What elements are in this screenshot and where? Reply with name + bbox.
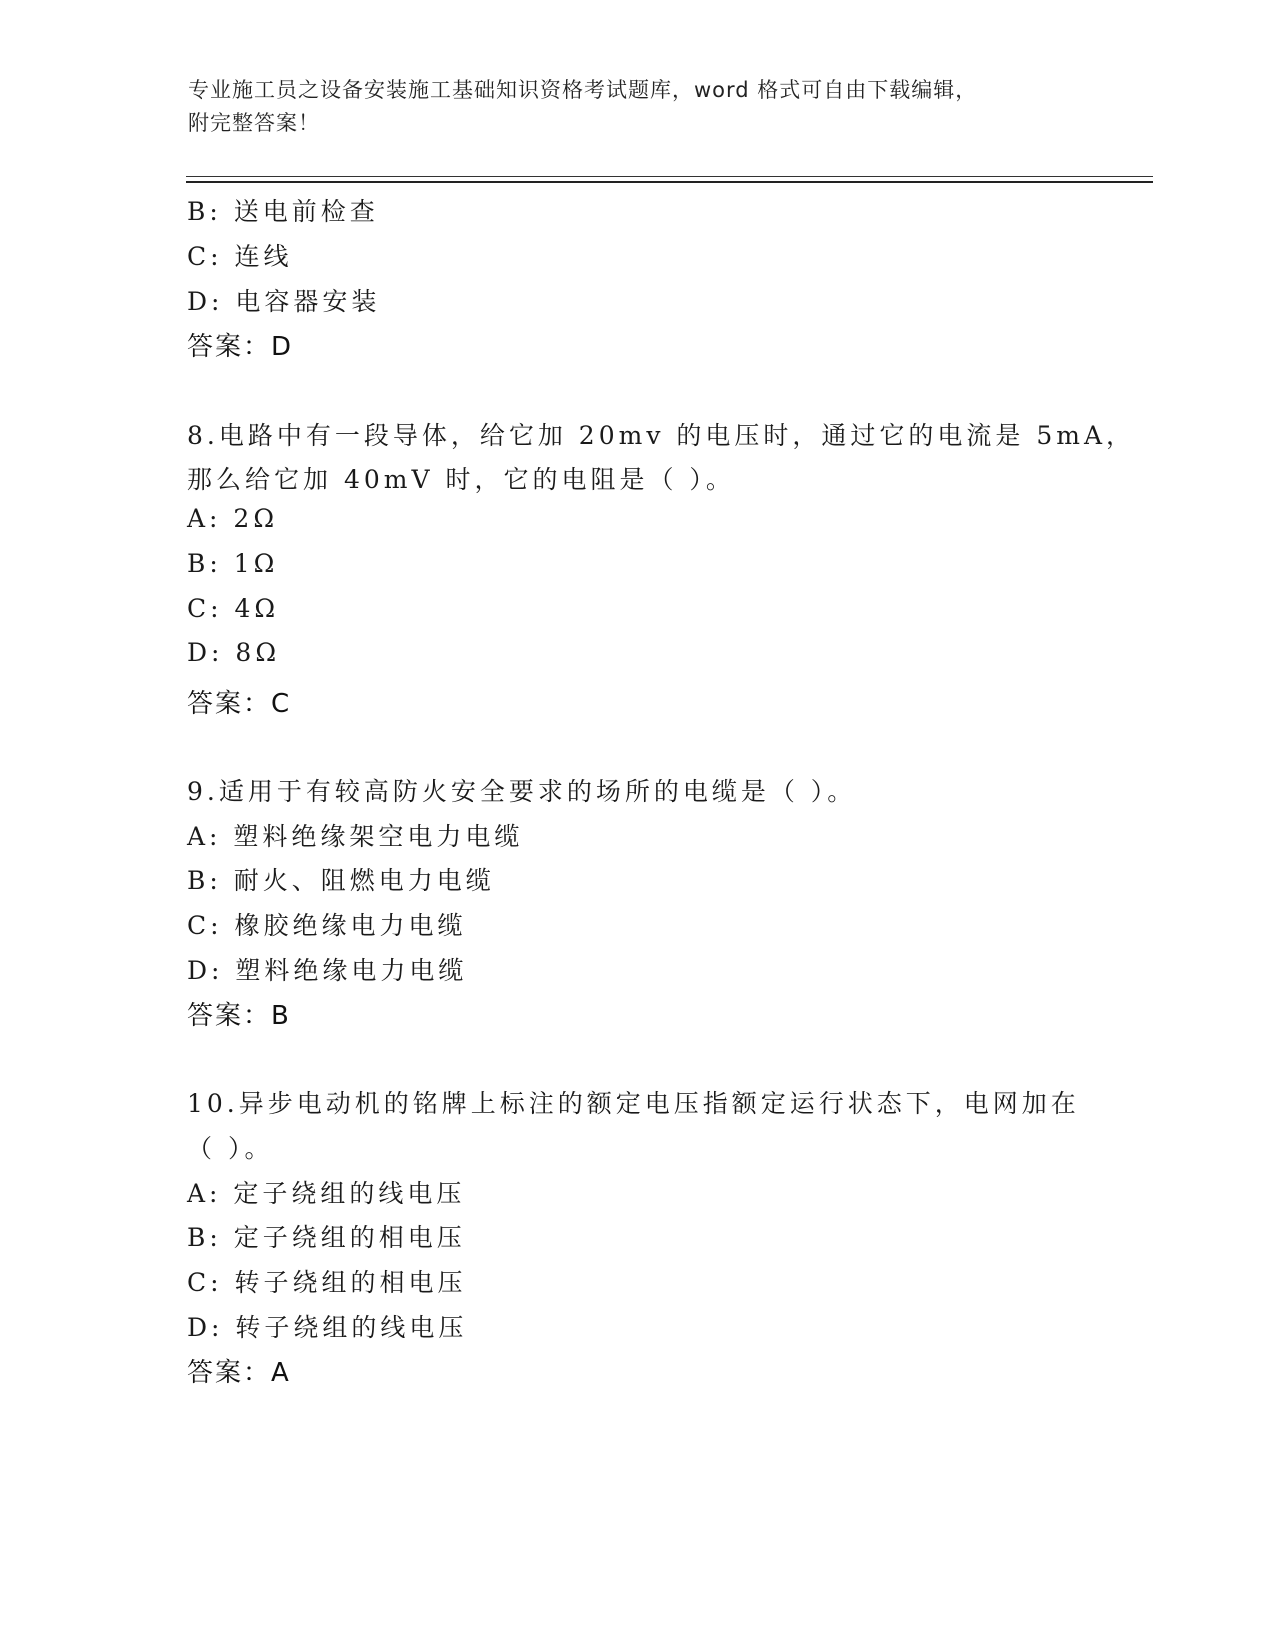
q9-option-d: D: 塑料绝缘电力电缆 bbox=[187, 956, 468, 985]
q7-option-b: B: 送电前检查 bbox=[187, 197, 379, 226]
q9-answer: 答案：B bbox=[187, 1001, 291, 1031]
header-rule-top bbox=[186, 176, 1153, 177]
q9-stem-line-1: 9.适用于有较高防火安全要求的场所的电缆是（ ）。 bbox=[187, 777, 857, 806]
q10-answer: 答案：A bbox=[187, 1358, 291, 1388]
q8-answer: 答案：C bbox=[187, 689, 292, 719]
q7-answer: 答案：D bbox=[187, 332, 294, 362]
q9-option-b: B: 耐火、阻燃电力电缆 bbox=[187, 866, 495, 895]
q7-option-d: D: 电容器安装 bbox=[187, 287, 381, 316]
q9-option-a: A: 塑料绝缘架空电力电缆 bbox=[187, 822, 524, 851]
q8-option-b: B: 1Ω bbox=[187, 549, 279, 578]
q10-option-a: A: 定子绕组的线电压 bbox=[187, 1179, 466, 1208]
q9-option-c: C: 橡胶绝缘电力电缆 bbox=[187, 911, 467, 940]
q10-stem-line-2: （ ）。 bbox=[187, 1134, 274, 1163]
header-rule-bottom bbox=[186, 181, 1153, 183]
q8-option-a: A: 2Ω bbox=[187, 504, 279, 533]
q10-stem-line-1: 10.异步电动机的铭牌上标注的额定电压指额定运行状态下，电网加在 bbox=[187, 1089, 1080, 1118]
q8-stem-line-1: 8.电路中有一段导体，给它加 20mv 的电压时，通过它的电流是 5mA， bbox=[187, 421, 1136, 450]
q7-option-c: C: 连线 bbox=[187, 242, 293, 271]
q10-option-c: C: 转子绕组的相电压 bbox=[187, 1268, 467, 1297]
q10-option-d: D: 转子绕组的线电压 bbox=[187, 1313, 468, 1342]
q8-option-d: D: 8Ω bbox=[187, 638, 281, 667]
page-header bbox=[188, 74, 1088, 140]
header-line-1: 专业施工员之设备安装施工基础知识资格考试题库，word 格式可自由下载编辑， bbox=[188, 78, 978, 102]
q10-option-b: B: 定子绕组的相电压 bbox=[187, 1223, 466, 1252]
q8-stem-line-2: 那么给它加 40mV 时，它的电阻是（ ）。 bbox=[187, 465, 735, 494]
header-line-2: 附完整答案！ bbox=[188, 111, 320, 135]
q8-option-c: C: 4Ω bbox=[187, 594, 280, 623]
